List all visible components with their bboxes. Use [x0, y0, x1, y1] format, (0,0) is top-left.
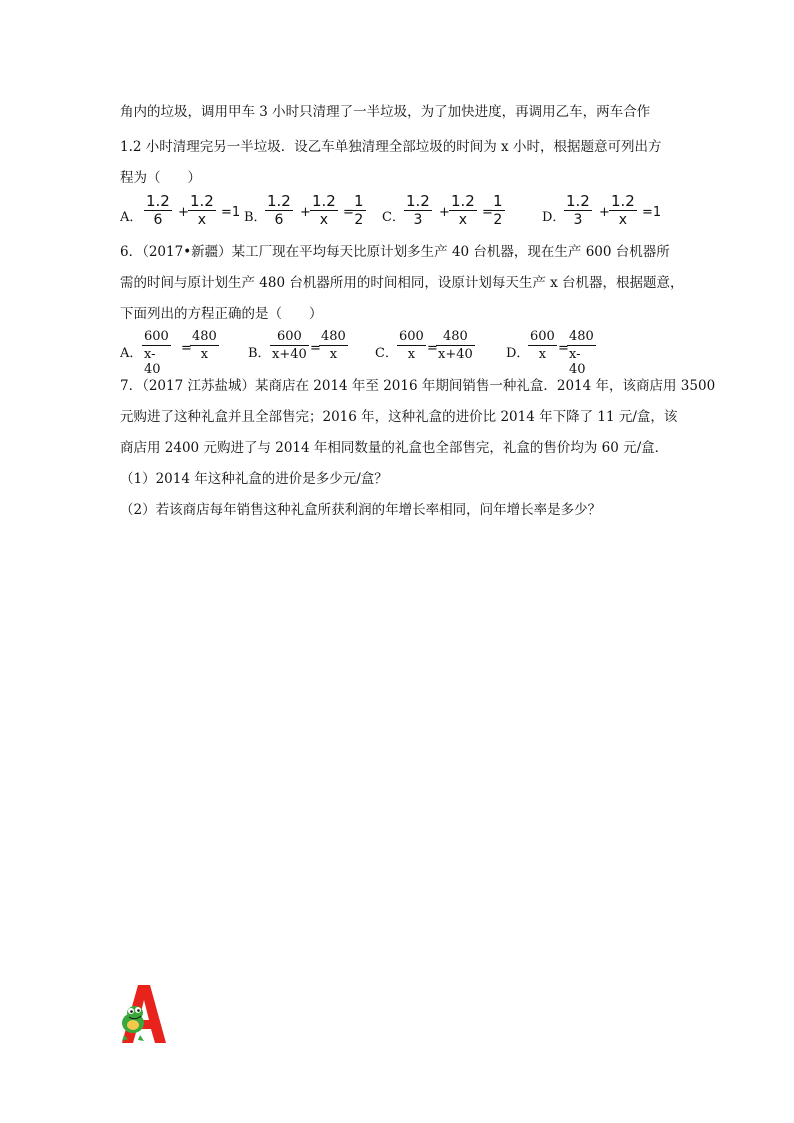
- fraction: [144, 193, 172, 228]
- denominator: x: [319, 212, 329, 228]
- denominator: 6: [274, 212, 284, 228]
- fraction: [567, 329, 596, 377]
- denominator: x+40: [438, 347, 473, 362]
- problem7-line2: 元购进了这种礼盒并且全部售完；2016 年，这种礼盒的进价比 2014 年下降了 11 元/盒，该: [120, 409, 678, 425]
- numerator: 600: [276, 329, 302, 344]
- fraction: [449, 193, 477, 228]
- denominator: 6: [153, 212, 163, 228]
- problem5-line2: 1.2 小时清理完另一半垃圾．设乙车单独清理全部垃圾的时间为 x 小时，根据题意可列出方: [120, 139, 662, 155]
- problem6-line3: 下面列出的方程正确的是（ ）: [120, 306, 323, 322]
- problem5-line1: 角内的垃圾，调用甲车 3 小时只清理了一半垃圾，为了加快进度，再调用乙车，两车合作: [120, 104, 651, 120]
- denominator: x: [329, 347, 338, 362]
- option-label: A．: [120, 346, 143, 361]
- fraction: [491, 193, 505, 228]
- fraction: [265, 193, 293, 228]
- numerator: 1.2: [190, 192, 214, 210]
- option-label: D．: [506, 346, 530, 361]
- plus-sign: +: [300, 205, 311, 220]
- numerator: 480: [569, 329, 594, 344]
- numerator: 1: [354, 192, 364, 210]
- fraction: [310, 193, 338, 228]
- numerator: 1.2: [406, 192, 430, 210]
- denominator: 3: [573, 212, 583, 228]
- plus-sign: +: [599, 205, 610, 220]
- option-label: C．: [382, 210, 405, 225]
- problem7-question-1: （1）2014 年这种礼盒的进价是多少元/盒？: [120, 471, 388, 487]
- numerator: 1.2: [566, 192, 590, 210]
- numerator: 1.2: [312, 192, 336, 210]
- option-label: A．: [120, 210, 143, 225]
- option-label: B．: [244, 210, 267, 225]
- fraction: [564, 193, 592, 228]
- fraction: [319, 329, 348, 362]
- fraction: [436, 329, 475, 362]
- denominator: x-40: [569, 347, 586, 377]
- equals-sign: =: [558, 341, 569, 356]
- problem7-question-2: （2）若该商店每年销售这种礼盒所获利润的年增长率相同，问年增长率是多少？: [120, 502, 602, 518]
- numerator: 1: [493, 192, 503, 210]
- denominator: x: [538, 347, 547, 362]
- equals-sign: =: [482, 205, 493, 220]
- equals-sign: =: [343, 205, 354, 220]
- numerator: 600: [399, 329, 424, 344]
- denominator: 3: [413, 212, 423, 228]
- denominator: x-40: [144, 347, 161, 377]
- denominator: 2: [354, 212, 364, 228]
- fraction: [404, 193, 432, 228]
- problem5-line3: 程为（ ）: [120, 170, 201, 186]
- fraction: [609, 193, 637, 228]
- option-label: B．: [248, 346, 271, 361]
- plus-sign: +: [178, 205, 189, 220]
- option-label: C．: [375, 346, 398, 361]
- numerator: 480: [442, 329, 468, 344]
- equals-sign: =: [427, 341, 438, 356]
- denominator: x+40: [272, 347, 307, 362]
- denominator: x: [458, 212, 468, 228]
- fraction: [270, 329, 309, 362]
- equals-sign: =: [181, 341, 192, 356]
- denominator: x: [197, 212, 207, 228]
- equals-sign: =: [310, 341, 321, 356]
- plus-sign: +: [439, 205, 450, 220]
- fraction: [397, 329, 426, 362]
- letter-a-frog-logo: [118, 983, 170, 1045]
- equals-sign: =1: [221, 205, 241, 220]
- option-label: D．: [542, 210, 566, 225]
- denominator: x: [618, 212, 628, 228]
- numerator: 1.2: [451, 192, 475, 210]
- problem7-line1: 7．（2017 江苏盐城）某商店在 2014 年至 2016 年期间销售一种礼盒．2014 年，该商店用 3500: [120, 378, 716, 394]
- numerator: 1.2: [611, 192, 635, 210]
- problem6-line1: 6．（2017•新疆）某工厂现在平均每天比原计划多生产 40 台机器，现在生产 600 台机器所: [120, 244, 670, 260]
- fraction: [352, 193, 366, 228]
- numerator: 1.2: [267, 192, 291, 210]
- fraction: [528, 329, 557, 362]
- denominator: 2: [493, 212, 503, 228]
- numerator: 480: [321, 329, 346, 344]
- numerator: 600: [530, 329, 555, 344]
- denominator: x: [407, 347, 416, 362]
- problem7-line3: 商店用 2400 元购进了与 2014 年相同数量的礼盒也全部售完，礼盒的售价均为 60 元/盒．: [120, 440, 669, 456]
- fraction: [190, 329, 219, 362]
- fraction: [188, 193, 216, 228]
- numerator: 480: [192, 329, 217, 344]
- denominator: x: [200, 347, 209, 362]
- numerator: 600: [144, 329, 169, 344]
- equals-sign: =1: [642, 205, 662, 220]
- problem6-line2: 需的时间与原计划生产 480 台机器所用的时间相同，设原计划每天生产 x 台机器，根据题意，: [120, 275, 684, 291]
- fraction: [142, 329, 171, 377]
- numerator: 1.2: [146, 192, 170, 210]
